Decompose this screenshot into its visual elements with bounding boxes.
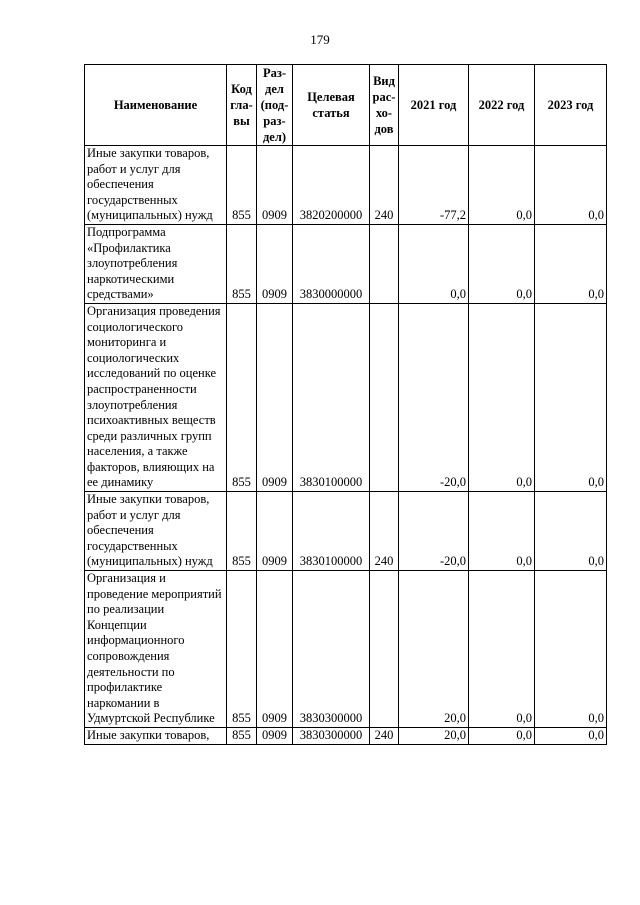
row-2023: 0,0 [535,571,607,728]
row-2023: 0,0 [535,727,607,744]
row-name: Подпрограмма «Профилактика злоупотребления наркотическими средствами» [85,224,227,303]
header-razdel: Раз-дел (под-раз-дел) [257,65,293,146]
row-razdel: 0909 [257,146,293,225]
row-name: Иные закупки товаров, работ и услуг для обеспечения государственных (муниципальных) нужд [85,146,227,225]
row-name: Организация проведения социологического мониторинга и социологических исследований по оценке распространенности злоупотребления психоактивных веществ среди различных групп населения, а также факторов, влияющих на ее динамику [85,303,227,491]
row-kod: 855 [227,303,257,491]
row-kod: 855 [227,224,257,303]
row-2023: 0,0 [535,303,607,491]
header-row [85,65,607,146]
row-2021: 20,0 [399,571,469,728]
table-row [85,146,607,225]
row-statya: 3820200000 [293,146,370,225]
row-2023: 0,0 [535,146,607,225]
budget-table [84,64,607,745]
row-razdel: 0909 [257,224,293,303]
row-name: Иные закупки товаров, работ и услуг для обеспечения государственных (муниципальных) нужд [85,492,227,571]
row-kod: 855 [227,727,257,744]
row-2022: 0,0 [469,571,535,728]
row-razdel: 0909 [257,492,293,571]
row-kod: 855 [227,146,257,225]
row-vid [370,303,399,491]
row-2021: 20,0 [399,727,469,744]
row-vid [370,571,399,728]
table-row [85,492,607,571]
row-statya: 3830100000 [293,492,370,571]
row-2021: 0,0 [399,224,469,303]
row-2022: 0,0 [469,303,535,491]
row-2021: -20,0 [399,492,469,571]
row-2022: 0,0 [469,224,535,303]
table-row [85,571,607,728]
row-2022: 0,0 [469,146,535,225]
table-row [85,727,607,744]
row-vid: 240 [370,727,399,744]
row-vid [370,224,399,303]
header-2021: 2021 год [399,65,469,146]
row-kod: 855 [227,571,257,728]
row-2021: -77,2 [399,146,469,225]
header-statya: Целевая статья [293,65,370,146]
page-number: 179 [310,32,330,47]
row-kod: 855 [227,492,257,571]
row-2021: -20,0 [399,303,469,491]
row-statya: 3830100000 [293,303,370,491]
row-2022: 0,0 [469,492,535,571]
row-vid: 240 [370,492,399,571]
table-row [85,224,607,303]
row-razdel: 0909 [257,571,293,728]
row-name: Организация и проведение мероприятий по реализации Концепции информационного сопровождения деятельности по профилактике наркомании в Удмуртской Республике [85,571,227,728]
row-statya: 3830300000 [293,571,370,728]
row-2022: 0,0 [469,727,535,744]
header-2023: 2023 год [535,65,607,146]
row-statya: 3830000000 [293,224,370,303]
table-row [85,303,607,491]
row-razdel: 0909 [257,303,293,491]
row-name: Иные закупки товаров, [85,727,227,744]
header-name: Наименование [85,65,227,146]
header-kod: Код гла-вы [227,65,257,146]
row-2023: 0,0 [535,224,607,303]
row-statya: 3830300000 [293,727,370,744]
header-vid: Вид рас-хо-дов [370,65,399,146]
header-2022: 2022 год [469,65,535,146]
row-2023: 0,0 [535,492,607,571]
row-vid: 240 [370,146,399,225]
row-razdel: 0909 [257,727,293,744]
